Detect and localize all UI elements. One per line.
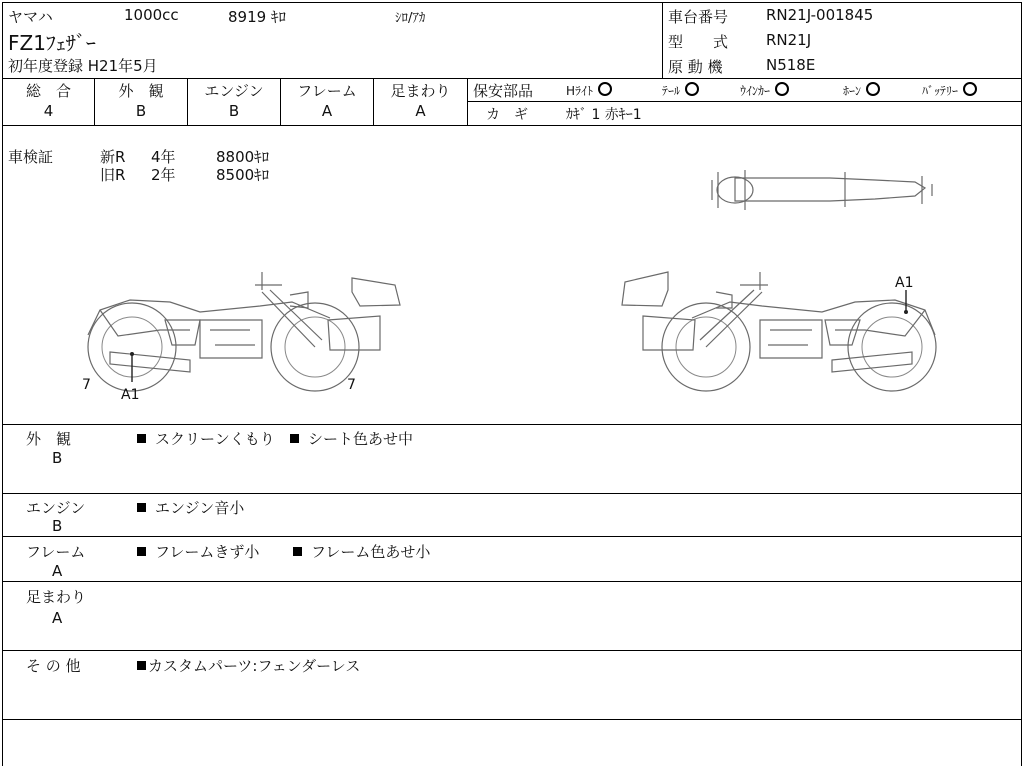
grade-engine-value: B — [228, 102, 240, 120]
bullet-square-icon — [137, 547, 146, 556]
inspection-new-years: 4年 — [151, 148, 176, 166]
note-exterior-grade: B — [52, 449, 63, 467]
note-frame-item: フレームきず小 — [137, 541, 259, 562]
grade-suspension-label: 足まわり — [390, 82, 451, 100]
notes-row-line — [2, 536, 1022, 537]
notes-row-line — [2, 719, 1022, 720]
mark-left-a1: A1 — [121, 387, 140, 403]
safety-item: Hﾗｲﾄ — [566, 82, 612, 99]
safety-item: ｳｲﾝｶｰ — [740, 82, 789, 99]
grade-engine-label: エンジン — [204, 82, 264, 100]
notes-row-line — [2, 581, 1022, 582]
note-other-item: カスタムパーツ:フェンダーレス — [137, 655, 360, 676]
bullet-square-icon — [137, 661, 146, 670]
first-registration: 初年度登録 H21年5月 — [8, 57, 158, 75]
inspection-old-price: 8500ｷﾛ — [216, 166, 270, 184]
bullet-square-icon — [290, 434, 299, 443]
mileage: 8919 ｷﾛ — [228, 8, 286, 26]
frame-no-label: 車台番号 — [668, 8, 729, 26]
inspection-new-price: 8800ｷﾛ — [216, 148, 270, 166]
note-exterior-item: シート色あせ中 — [290, 428, 413, 449]
engine-model-label: 原 動 機 — [668, 58, 723, 76]
notes-row-line — [2, 493, 1022, 494]
diagram-bottom-line — [2, 424, 1022, 425]
note-exterior-label: 外 観 — [26, 430, 72, 448]
mark-left-front: 7 — [82, 377, 91, 393]
type-label: 型 式 — [668, 33, 729, 51]
note-engine-label: エンジン — [26, 499, 86, 517]
note-other-label: そ の 他 — [26, 657, 81, 675]
motorcycle-top-view-icon — [712, 170, 932, 210]
keys-value: ｶｷﾞ 1 赤ｷｰ1 — [566, 107, 642, 123]
note-engine-item: エンジン音小 — [137, 497, 244, 518]
grade-exterior-label: 外 観 — [118, 82, 164, 100]
body-color: ｼﾛ/ｱｶ — [395, 11, 426, 26]
note-frame-label: フレーム — [26, 543, 86, 561]
inspection-new-label: 新R — [100, 148, 126, 166]
keys-label: カ ギ — [486, 107, 528, 123]
note-exterior-item: スクリーンくもり — [137, 428, 275, 449]
type-value: RN21J — [766, 31, 812, 49]
frame-no: RN21J-001845 — [766, 6, 874, 24]
safety-item: ﾎｰﾝ — [843, 82, 880, 99]
bullet-square-icon — [293, 547, 302, 556]
mark-left-rear: 7 — [347, 377, 356, 393]
maker: ヤマハ — [8, 8, 53, 26]
bullet-square-icon — [137, 434, 146, 443]
mark-right-a1: A1 — [895, 275, 914, 291]
inspection-old-years: 2年 — [151, 166, 176, 184]
motorcycle-right-side-icon — [622, 272, 936, 391]
engine-model-value: N518E — [766, 56, 816, 74]
note-frame-grade: A — [52, 562, 63, 580]
displacement: 1000cc — [124, 6, 179, 24]
grade-frame-value: A — [321, 102, 333, 120]
grade-frame-label: フレーム — [297, 82, 357, 100]
model-name: FZ1ﾌｪｻﾞｰ — [8, 31, 96, 55]
motorcycle-left-side-icon — [88, 272, 400, 391]
grade-overall-label: 総 合 — [25, 82, 71, 100]
bullet-square-icon — [137, 503, 146, 512]
note-suspension-label: 足まわり — [26, 588, 87, 606]
note-suspension-grade: A — [52, 609, 63, 627]
note-engine-grade: B — [52, 517, 63, 535]
grade-suspension-value: A — [415, 102, 426, 120]
inspection-old-label: 旧R — [100, 166, 126, 184]
inspection-label: 車検証 — [8, 148, 54, 166]
safety-label: 保安部品 — [473, 82, 534, 100]
safety-item: ﾊﾞｯﾃﾘｰ — [922, 82, 977, 99]
grade-exterior-value: B — [135, 102, 147, 120]
grade-overall-value: 4 — [43, 102, 54, 120]
note-frame-item: フレーム色あせ小 — [293, 541, 430, 562]
safety-item: ﾃｰﾙ — [662, 82, 699, 99]
notes-row-line — [2, 650, 1022, 651]
